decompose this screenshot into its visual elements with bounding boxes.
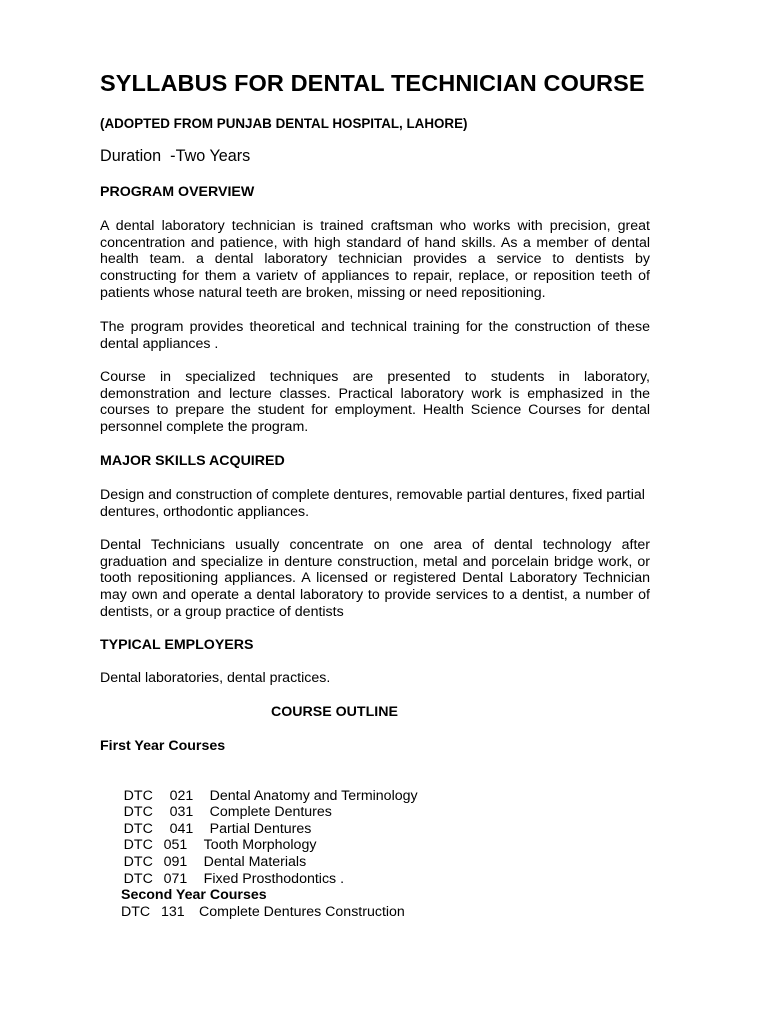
course-prefix: DTC — [123, 870, 153, 887]
program-overview-paragraph-1: A dental laboratory technician is trained craftsman who works with precision, great concentration and patience, with high standard of hand skills. As a member of dental health team. a dental laboratory technician provides a service to dentists by constructing for them a varietv of appliances to repair, replace, or reposition teeth of patients whose natural teeth are broken, missing or need repositioning. — [100, 218, 650, 301]
course-prefix: DTC — [123, 787, 153, 804]
course-name: Dental Anatomy and Terminology — [209, 787, 418, 804]
course-prefix: DTC — [123, 853, 153, 870]
course-code: 021 — [169, 787, 194, 804]
course-code: 041 — [169, 820, 194, 837]
course-code: 071 — [163, 870, 188, 887]
course-prefix: DTC — [123, 837, 153, 854]
course-name: Partial Dentures — [209, 820, 312, 837]
section-heading-major-skills: MAJOR SKILLS ACQUIRED — [100, 453, 285, 469]
course-name: Dental Materials — [203, 853, 307, 870]
course-code: 051 — [163, 837, 188, 854]
typical-employers-text: Dental laboratories, dental practices. — [100, 670, 331, 686]
document-title: SYLLABUS FOR DENTAL TECHNICIAN COURSE — [100, 70, 645, 96]
first-year-courses-heading: First Year Courses — [100, 738, 226, 754]
course-name: Tooth Morphology — [203, 837, 317, 854]
second-year-courses-heading: Second Year Courses — [121, 887, 267, 903]
course-code: 131 — [161, 903, 185, 920]
major-skills-paragraph-2: Dental Technicians usually concentrate on one area of dental technology after graduation and specialize in denture construction, metal and porcelain bridge work, or tooth repositioning appliances. A licensed or registered Dental Laboratory Technician may own and operate a dental laboratory to provide services to a dentist, a number of dentists, or a group practice of dentists — [100, 537, 650, 620]
course-prefix: DTC — [123, 820, 153, 837]
course-name: Complete Dentures — [209, 804, 332, 821]
first-year-course-list — [100, 771, 418, 887]
course-row — [121, 904, 405, 921]
course-name: Fixed Prosthodontics . — [203, 870, 345, 887]
course-row — [100, 771, 418, 804]
major-skills-paragraph-1: Design and construction of complete dentures, removable partial dentures, fixed partial dentures, orthodontic appliances. — [100, 487, 645, 520]
course-code: 031 — [169, 804, 194, 821]
program-overview-paragraph-3: Course in specialized techniques are presented to students in laboratory, demonstration and lecture classes. Practical laboratory work is emphasized in the courses to prepare the student for employment. Health Science Courses for dental personnel complete the program. — [100, 369, 650, 436]
section-heading-program-overview: PROGRAM OVERVIEW — [100, 184, 255, 200]
program-overview-paragraph-2: The program provides theoretical and technical training for the construction of these dental appliances . — [100, 319, 650, 352]
second-year-courses-block — [121, 887, 405, 920]
document-subtitle: (ADOPTED FROM PUNJAB DENTAL HOSPITAL, LAHORE) — [100, 116, 468, 131]
section-heading-course-outline: COURSE OUTLINE — [271, 704, 398, 720]
course-prefix: DTC — [123, 804, 153, 821]
section-heading-typical-employers: TYPICAL EMPLOYERS — [100, 637, 254, 653]
course-prefix: DTC — [121, 903, 151, 920]
course-code: 091 — [163, 853, 188, 870]
duration-line: Duration -Two Years — [100, 147, 251, 165]
course-name: Complete Dentures Construction — [199, 903, 405, 920]
